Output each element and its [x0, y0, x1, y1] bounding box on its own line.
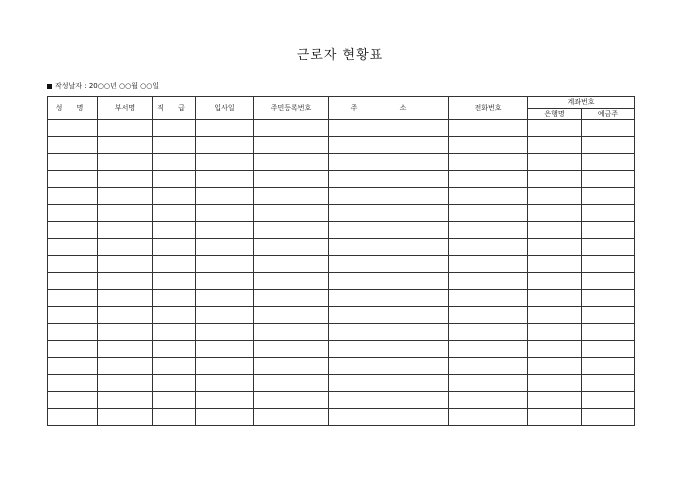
cell-depositor[interactable]: [582, 273, 635, 290]
cell-name[interactable]: [48, 307, 98, 324]
cell-phone[interactable]: [449, 273, 528, 290]
cell-name[interactable]: [48, 375, 98, 392]
page-title: 근로자 현황표: [296, 48, 384, 63]
cell-depositor[interactable]: [582, 120, 635, 137]
cell-depositor[interactable]: [582, 256, 635, 273]
cell-department[interactable]: [98, 273, 153, 290]
table-row: [48, 324, 635, 341]
cell-name[interactable]: [48, 120, 98, 137]
table-row: [48, 358, 635, 375]
cell-hire-date[interactable]: [196, 392, 254, 409]
cell-depositor[interactable]: [582, 409, 635, 426]
cell-phone[interactable]: [449, 375, 528, 392]
cell-department[interactable]: [98, 188, 153, 205]
cell-resident-id[interactable]: [254, 358, 329, 375]
cell-resident-id[interactable]: [254, 120, 329, 137]
cell-hire-date[interactable]: [196, 307, 254, 324]
cell-bank[interactable]: [528, 120, 582, 137]
cell-phone[interactable]: [449, 290, 528, 307]
cell-position[interactable]: [153, 205, 196, 222]
cell-resident-id[interactable]: [254, 256, 329, 273]
cell-hire-date[interactable]: [196, 188, 254, 205]
cell-hire-date[interactable]: [196, 256, 254, 273]
cell-depositor[interactable]: [582, 171, 635, 188]
cell-resident-id[interactable]: [254, 290, 329, 307]
cell-hire-date[interactable]: [196, 205, 254, 222]
table-row: [48, 392, 635, 409]
cell-bank[interactable]: [528, 205, 582, 222]
cell-resident-id[interactable]: [254, 375, 329, 392]
cell-bank[interactable]: [528, 392, 582, 409]
cell-phone[interactable]: [449, 239, 528, 256]
cell-resident-id[interactable]: [254, 239, 329, 256]
table-row: [48, 239, 635, 256]
cell-address[interactable]: [329, 239, 449, 256]
cell-department[interactable]: [98, 375, 153, 392]
header-position: 직 급: [153, 97, 196, 120]
cell-address[interactable]: [329, 120, 449, 137]
cell-position[interactable]: [153, 171, 196, 188]
cell-bank[interactable]: [528, 222, 582, 239]
table-row: [48, 273, 635, 290]
cell-hire-date[interactable]: [196, 120, 254, 137]
cell-name[interactable]: [48, 358, 98, 375]
cell-address[interactable]: [329, 392, 449, 409]
cell-bank[interactable]: [528, 290, 582, 307]
table-row: [48, 341, 635, 358]
header-resident-id: 주민등록번호: [254, 97, 329, 120]
cell-depositor[interactable]: [582, 222, 635, 239]
cell-name[interactable]: [48, 392, 98, 409]
cell-bank[interactable]: [528, 239, 582, 256]
cell-resident-id[interactable]: [254, 171, 329, 188]
cell-department[interactable]: [98, 341, 153, 358]
cell-address[interactable]: [329, 137, 449, 154]
cell-position[interactable]: [153, 392, 196, 409]
cell-address[interactable]: [329, 341, 449, 358]
cell-position[interactable]: [153, 256, 196, 273]
cell-depositor[interactable]: [582, 392, 635, 409]
cell-bank[interactable]: [528, 307, 582, 324]
table-row: [48, 188, 635, 205]
cell-address[interactable]: [329, 256, 449, 273]
cell-department[interactable]: [98, 307, 153, 324]
cell-depositor[interactable]: [582, 205, 635, 222]
header-hire-date: 입사일: [196, 97, 254, 120]
date-label: 작성날자 : 20○○년 ○○월 ○○일: [55, 82, 160, 90]
cell-name[interactable]: [48, 324, 98, 341]
cell-hire-date[interactable]: [196, 239, 254, 256]
cell-name[interactable]: [48, 154, 98, 171]
cell-phone[interactable]: [449, 341, 528, 358]
cell-phone[interactable]: [449, 154, 528, 171]
cell-address[interactable]: [329, 273, 449, 290]
date-line: [47, 81, 159, 91]
cell-name[interactable]: [48, 188, 98, 205]
cell-department[interactable]: [98, 222, 153, 239]
table-row: [48, 375, 635, 392]
cell-resident-id[interactable]: [254, 205, 329, 222]
cell-hire-date[interactable]: [196, 273, 254, 290]
cell-resident-id[interactable]: [254, 409, 329, 426]
cell-bank[interactable]: [528, 171, 582, 188]
cell-name[interactable]: [48, 273, 98, 290]
cell-phone[interactable]: [449, 409, 528, 426]
cell-resident-id[interactable]: [254, 222, 329, 239]
header-bank: 은행명: [528, 109, 582, 120]
cell-phone[interactable]: [449, 324, 528, 341]
cell-name[interactable]: [48, 222, 98, 239]
cell-phone[interactable]: [449, 188, 528, 205]
header-phone: 전화번호: [449, 97, 528, 120]
cell-position[interactable]: [153, 120, 196, 137]
cell-address[interactable]: [329, 307, 449, 324]
cell-resident-id[interactable]: [254, 324, 329, 341]
cell-name[interactable]: [48, 171, 98, 188]
cell-position[interactable]: [153, 341, 196, 358]
cell-bank[interactable]: [528, 324, 582, 341]
cell-position[interactable]: [153, 307, 196, 324]
cell-hire-date[interactable]: [196, 409, 254, 426]
cell-position[interactable]: [153, 154, 196, 171]
cell-bank[interactable]: [528, 409, 582, 426]
cell-hire-date[interactable]: [196, 137, 254, 154]
cell-phone[interactable]: [449, 222, 528, 239]
cell-phone[interactable]: [449, 392, 528, 409]
cell-position[interactable]: [153, 137, 196, 154]
cell-name[interactable]: [48, 205, 98, 222]
cell-phone[interactable]: [449, 256, 528, 273]
cell-bank[interactable]: [528, 273, 582, 290]
cell-position[interactable]: [153, 358, 196, 375]
cell-position[interactable]: [153, 273, 196, 290]
cell-bank[interactable]: [528, 188, 582, 205]
cell-name[interactable]: [48, 137, 98, 154]
cell-position[interactable]: [153, 375, 196, 392]
cell-bank[interactable]: [528, 137, 582, 154]
table-row: [48, 137, 635, 154]
cell-resident-id[interactable]: [254, 137, 329, 154]
cell-hire-date[interactable]: [196, 290, 254, 307]
cell-hire-date[interactable]: [196, 341, 254, 358]
cell-department[interactable]: [98, 324, 153, 341]
cell-resident-id[interactable]: [254, 392, 329, 409]
table-body: [48, 120, 635, 426]
cell-address[interactable]: [329, 205, 449, 222]
cell-hire-date[interactable]: [196, 375, 254, 392]
cell-position[interactable]: [153, 239, 196, 256]
worker-status-table: [47, 96, 635, 426]
table-row: [48, 222, 635, 239]
cell-depositor[interactable]: [582, 290, 635, 307]
cell-address[interactable]: [329, 324, 449, 341]
cell-name[interactable]: [48, 409, 98, 426]
cell-name[interactable]: [48, 341, 98, 358]
table-row: [48, 154, 635, 171]
cell-resident-id[interactable]: [254, 188, 329, 205]
table-row: [48, 120, 635, 137]
cell-phone[interactable]: [449, 307, 528, 324]
cell-department[interactable]: [98, 239, 153, 256]
cell-address[interactable]: [329, 358, 449, 375]
cell-position[interactable]: [153, 222, 196, 239]
cell-phone[interactable]: [449, 171, 528, 188]
table-row: [48, 171, 635, 188]
cell-resident-id[interactable]: [254, 154, 329, 171]
header-address: 주 소: [329, 97, 449, 120]
cell-department[interactable]: [98, 205, 153, 222]
cell-position[interactable]: [153, 409, 196, 426]
cell-name[interactable]: [48, 290, 98, 307]
cell-depositor[interactable]: [582, 154, 635, 171]
cell-address[interactable]: [329, 409, 449, 426]
cell-hire-date[interactable]: [196, 222, 254, 239]
cell-depositor[interactable]: [582, 341, 635, 358]
cell-depositor[interactable]: [582, 188, 635, 205]
table-row: [48, 307, 635, 324]
header-name: 성 명: [48, 97, 98, 120]
cell-phone[interactable]: [449, 120, 528, 137]
cell-department[interactable]: [98, 137, 153, 154]
cell-name[interactable]: [48, 239, 98, 256]
cell-depositor[interactable]: [582, 137, 635, 154]
cell-name[interactable]: [48, 256, 98, 273]
header-depositor: 예금주: [582, 109, 635, 120]
cell-depositor[interactable]: [582, 324, 635, 341]
cell-depositor[interactable]: [582, 307, 635, 324]
cell-depositor[interactable]: [582, 375, 635, 392]
cell-resident-id[interactable]: [254, 341, 329, 358]
cell-department[interactable]: [98, 290, 153, 307]
cell-address[interactable]: [329, 222, 449, 239]
cell-phone[interactable]: [449, 137, 528, 154]
cell-hire-date[interactable]: [196, 324, 254, 341]
cell-hire-date[interactable]: [196, 154, 254, 171]
header-department: 부서명: [98, 97, 153, 120]
cell-address[interactable]: [329, 375, 449, 392]
table-row: [48, 256, 635, 273]
cell-position[interactable]: [153, 290, 196, 307]
cell-address[interactable]: [329, 154, 449, 171]
cell-resident-id[interactable]: [254, 307, 329, 324]
cell-position[interactable]: [153, 188, 196, 205]
cell-department[interactable]: [98, 409, 153, 426]
cell-position[interactable]: [153, 324, 196, 341]
cell-department[interactable]: [98, 256, 153, 273]
bullet-square-icon: [47, 84, 52, 89]
cell-bank[interactable]: [528, 256, 582, 273]
cell-address[interactable]: [329, 188, 449, 205]
cell-department[interactable]: [98, 358, 153, 375]
cell-depositor[interactable]: [582, 239, 635, 256]
cell-hire-date[interactable]: [196, 358, 254, 375]
header-account: 계좌번호: [528, 97, 635, 109]
cell-phone[interactable]: [449, 358, 528, 375]
cell-bank[interactable]: [528, 154, 582, 171]
cell-department[interactable]: [98, 392, 153, 409]
cell-phone[interactable]: [449, 205, 528, 222]
cell-bank[interactable]: [528, 358, 582, 375]
cell-bank[interactable]: [528, 375, 582, 392]
table-row: [48, 205, 635, 222]
cell-hire-date[interactable]: [196, 171, 254, 188]
cell-department[interactable]: [98, 120, 153, 137]
table-row: [48, 290, 635, 307]
cell-department[interactable]: [98, 154, 153, 171]
cell-department[interactable]: [98, 171, 153, 188]
cell-address[interactable]: [329, 290, 449, 307]
cell-address[interactable]: [329, 171, 449, 188]
cell-bank[interactable]: [528, 341, 582, 358]
table-row: [48, 409, 635, 426]
cell-resident-id[interactable]: [254, 273, 329, 290]
cell-depositor[interactable]: [582, 358, 635, 375]
